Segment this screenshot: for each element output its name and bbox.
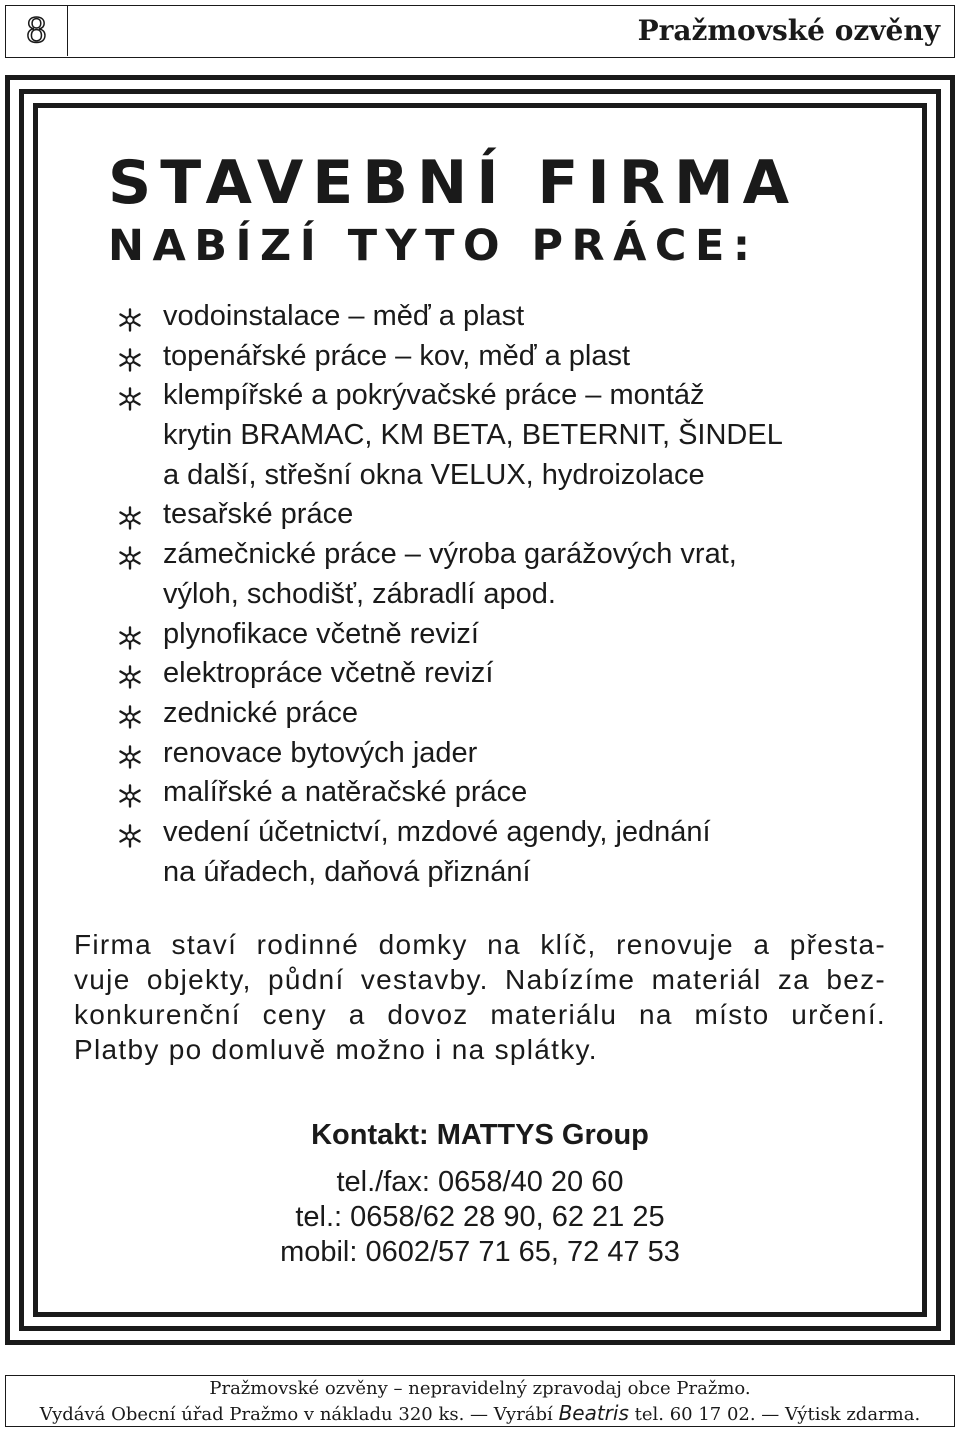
service-text: elektropráce včetně revizí — [163, 657, 494, 690]
service-text: výloh, schodišť, zábradlí apod. — [163, 577, 556, 610]
snowflake-bullet-icon — [118, 745, 142, 769]
snowflake-bullet-icon — [118, 348, 142, 372]
company-description — [74, 927, 886, 1067]
page-footer — [5, 1375, 955, 1427]
ad-title: STAVEBNÍ FIRMA — [108, 148, 799, 218]
footer-publisher: Vydává Obecní úřad Pražmo v nákladu 320 ks. — Vyrábí — [39, 1404, 553, 1425]
snowflake-bullet-icon — [118, 546, 142, 570]
service-text: tesařské práce — [163, 498, 354, 531]
page-number: 8 — [6, 6, 68, 56]
service-text: zámečnické práce – výroba garážových vrat, — [163, 538, 737, 571]
service-text: zednické práce — [163, 696, 359, 729]
masthead-title: Pražmovské ozvěny — [637, 14, 940, 47]
service-text: vodoinstalace – měď a plast — [163, 300, 525, 332]
service-text: krytin BRAMAC, KM BETA, BETERNIT, ŠINDEL — [163, 419, 783, 452]
snowflake-bullet-icon — [118, 784, 142, 808]
description-line: Firma staví rodinné domky na klíč, renovuje a přesta- — [74, 929, 886, 960]
description-line: konkurenční ceny a dovoz materiálu na místo určení. — [74, 999, 886, 1030]
service-text: plynofikace včetně revizí — [163, 617, 479, 650]
footer-brand: Beatris — [558, 1401, 629, 1425]
snowflake-bullet-icon — [118, 387, 142, 411]
description-line: vuje objekty, půdní vestavby. Nabízíme materiál za bez- — [74, 964, 886, 995]
service-text: malířské a natěračské práce — [163, 776, 528, 809]
service-text: topenářské práce – kov, měď a plast — [163, 339, 631, 372]
footer-line-1: Pražmovské ozvěny – nepravidelný zpravodaj obce Pražmo. — [209, 1378, 751, 1399]
snowflake-bullet-icon — [118, 824, 142, 848]
footer-contact: tel. 60 17 02. — Výtisk zdarma. — [634, 1404, 921, 1425]
service-text: a další, střešní okna VELUX, hydroizolace — [163, 458, 705, 491]
description-line: Platby po domluvě možno i na splátky. — [74, 1034, 598, 1065]
snowflake-bullet-icon — [118, 506, 142, 530]
ad-subtitle: NABÍZÍ TYTO PRÁCE: — [108, 221, 759, 271]
contact-tel-fax: tel./fax: 0658/40 20 60 — [336, 1166, 624, 1198]
service-text: klempířské a pokrývačské práce – montáž — [163, 379, 705, 412]
service-text: renovace bytových jader — [163, 736, 478, 769]
snowflake-bullet-icon — [118, 626, 142, 650]
service-text: vedení účetnictví, mzdové agendy, jednání — [163, 815, 711, 848]
contact-mobil: mobil: 0602/57 71 65, 72 47 53 — [280, 1236, 680, 1268]
snowflake-bullet-icon — [118, 705, 142, 729]
snowflake-bullet-icon — [118, 665, 142, 689]
service-text: na úřadech, daňová přiznání — [163, 855, 531, 888]
contact-tel: tel.: 0658/62 28 90, 62 21 25 — [295, 1201, 665, 1233]
contact-heading: Kontakt: MATTYS Group — [311, 1119, 649, 1151]
footer-line-2 — [6, 1401, 954, 1427]
snowflake-bullet-icon — [118, 308, 142, 332]
